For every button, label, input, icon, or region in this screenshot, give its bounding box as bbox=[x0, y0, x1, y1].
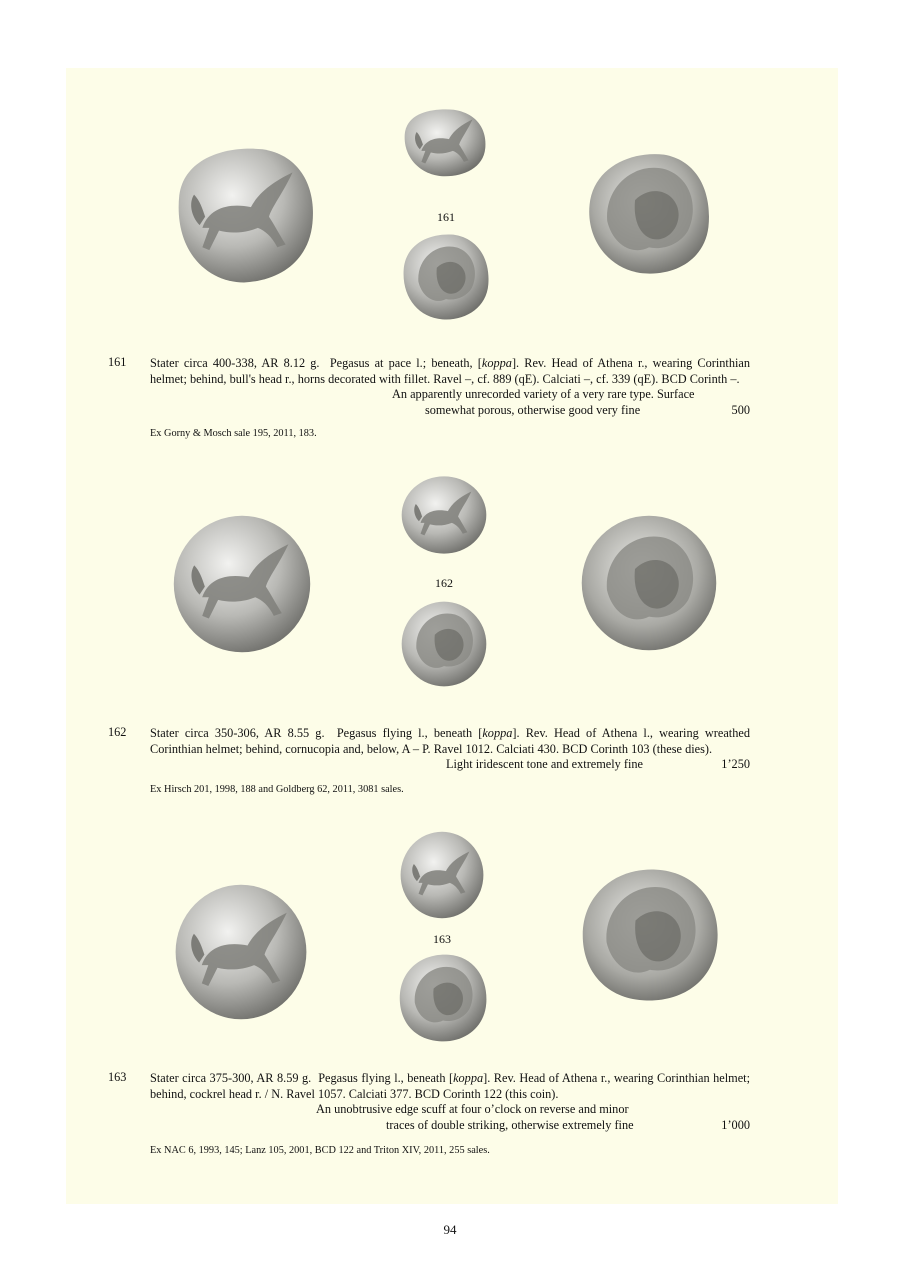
estimate: 1’000 bbox=[721, 1118, 750, 1132]
grade-line-1: An unobtrusive edge scuff at four o’clock on reverse and minor bbox=[316, 1102, 629, 1116]
coin-obverse-small[interactable] bbox=[398, 473, 490, 557]
coin-obverse-small[interactable] bbox=[400, 108, 490, 178]
estimate: 1’250 bbox=[721, 757, 750, 771]
description-part: Pegasus flying l., beneath [ bbox=[336, 726, 483, 740]
lot-title: Stater circa 400-338, AR 8.12 g. bbox=[150, 356, 320, 370]
lot-number: 163 bbox=[108, 1070, 127, 1084]
provenance: Ex Gorny & Mosch sale 195, 2011, 183. bbox=[150, 428, 317, 439]
coin-lot-label: 162 bbox=[435, 576, 453, 590]
page-number: 94 bbox=[443, 1222, 457, 1237]
coin-reverse-small[interactable] bbox=[396, 950, 490, 1046]
grade-line-2: traces of double striking, otherwise extremely fine bbox=[386, 1118, 634, 1132]
grade-line-1: An apparently unrecorded variety of a very rare type. Surface bbox=[392, 387, 695, 401]
lot-description bbox=[150, 725, 750, 757]
lot-title: Stater circa 375-300, AR 8.59 g. bbox=[150, 1071, 312, 1085]
coin-reverse-large[interactable] bbox=[578, 511, 720, 655]
estimate: 500 bbox=[731, 403, 750, 417]
description-part: ]. Rev. Head of Athena r., wearing Corinthian helmet; behind, cockrel head r. / N. Ravel 1057. Calciati 377. BCD Corinth 122 (this coin). bbox=[150, 1071, 750, 1101]
description-part: ]. Rev. Head of Athena r., wearing Corinthian helmet; behind, bull's head r., horns decorated with fillet. Ravel –, cf. 889 (qE). Calciati –, cf. 339 (qE). BCD Corinth –. bbox=[150, 356, 750, 386]
lot-description bbox=[150, 355, 750, 387]
coin-reverse-large[interactable] bbox=[576, 864, 724, 1006]
catalogue-panel bbox=[66, 68, 838, 1204]
coin-reverse-small[interactable] bbox=[398, 598, 490, 690]
description-part: Pegasus flying l., beneath [ bbox=[318, 1071, 454, 1085]
coin-lot-label: 161 bbox=[437, 210, 455, 224]
provenance: Ex NAC 6, 1993, 145; Lanz 105, 2001, BCD 122 and Triton XIV, 2011, 255 sales. bbox=[150, 1145, 490, 1156]
coin-lot-label: 163 bbox=[433, 932, 451, 946]
provenance: Ex Hirsch 201, 1998, 188 and Goldberg 62, 2011, 3081 sales. bbox=[150, 784, 404, 795]
coin-reverse-large[interactable] bbox=[584, 148, 714, 280]
description-italic: koppa bbox=[482, 726, 513, 740]
description-part: Pegasus at pace l.; beneath, [ bbox=[329, 356, 482, 370]
grade-line-2: somewhat porous, otherwise good very fine bbox=[425, 403, 641, 417]
coin-obverse-small[interactable] bbox=[396, 827, 488, 923]
description-part: ]. Rev. Head of Athena l., wearing wreathed Corinthian helmet; behind, cornucopia and, below, A – P. Ravel 1012. Calciati 430. BCD Corinth 103 (these dies). bbox=[150, 726, 750, 756]
coin-obverse-large[interactable] bbox=[170, 143, 318, 285]
lot-number: 162 bbox=[108, 725, 127, 739]
description-italic: koppa bbox=[481, 356, 512, 370]
description-italic: koppa bbox=[453, 1071, 484, 1085]
lot-description bbox=[150, 1070, 750, 1102]
lot-number: 161 bbox=[108, 355, 127, 369]
grade-line-1: Light iridescent tone and extremely fine bbox=[446, 757, 644, 771]
coin-reverse-small[interactable] bbox=[400, 231, 492, 323]
lot-title: Stater circa 350-306, AR 8.55 g. bbox=[150, 726, 325, 740]
coin-obverse-large[interactable] bbox=[170, 511, 314, 657]
coin-obverse-large[interactable] bbox=[170, 879, 312, 1025]
